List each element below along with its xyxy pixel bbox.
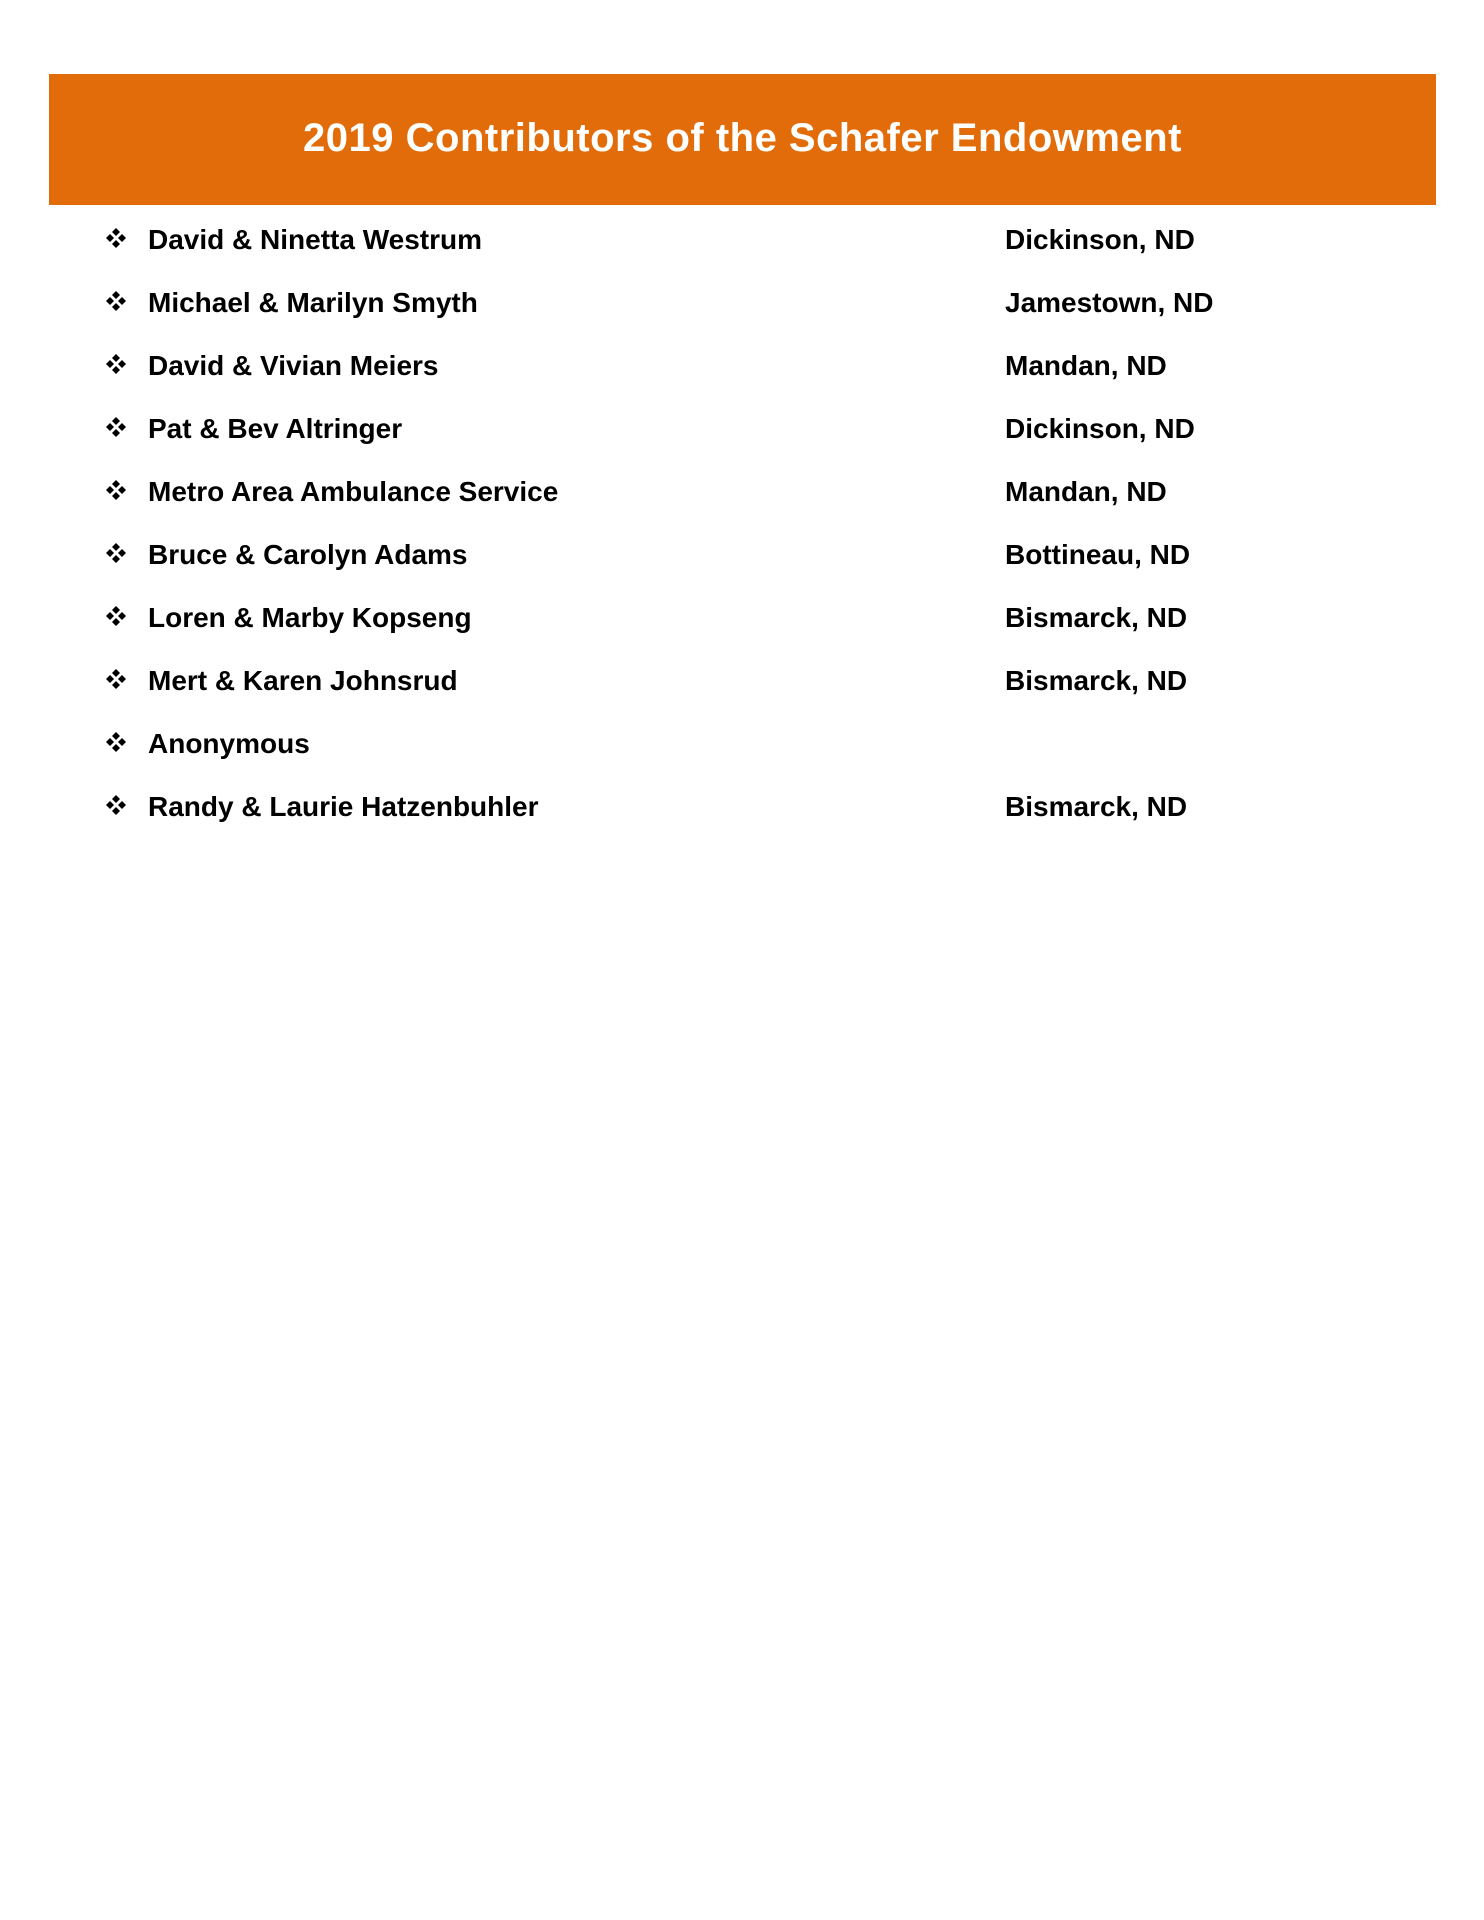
contributor-name: Anonymous (148, 728, 310, 759)
four-diamond-bullet-icon (104, 352, 128, 376)
contributor-location: Bismarck, ND (1005, 791, 1188, 822)
four-diamond-bullet-icon (104, 289, 128, 313)
four-diamond-bullet-icon (104, 478, 128, 502)
list-item (104, 282, 1404, 345)
contributor-name: Randy & Laurie Hatzenbuhler (148, 791, 539, 822)
contributor-location: Mandan, ND (1005, 350, 1167, 381)
list-item (104, 471, 1404, 534)
list-item (104, 534, 1404, 597)
list-item (104, 345, 1404, 408)
contributor-name: David & Vivian Meiers (148, 350, 439, 381)
four-diamond-bullet-icon (104, 730, 128, 754)
contributor-list (104, 219, 1404, 849)
list-item (104, 660, 1404, 723)
contributor-name: Loren & Marby Kopseng (148, 602, 472, 633)
contributor-name: Mert & Karen Johnsrud (148, 665, 458, 696)
title-banner (49, 74, 1436, 205)
contributor-location: Jamestown, ND (1005, 287, 1214, 318)
contributor-location: Dickinson, ND (1005, 413, 1195, 444)
contributor-location: Mandan, ND (1005, 476, 1167, 507)
four-diamond-bullet-icon (104, 226, 128, 250)
contributor-location: Dickinson, ND (1005, 224, 1195, 255)
list-item (104, 597, 1404, 660)
list-item (104, 723, 1404, 786)
page-title: 2019 Contributors of the Schafer Endowment (303, 116, 1182, 160)
contributor-name: Pat & Bev Altringer (148, 413, 403, 444)
contributor-location: Bottineau, ND (1005, 539, 1191, 570)
list-item (104, 408, 1404, 471)
four-diamond-bullet-icon (104, 604, 128, 628)
contributor-name: Michael & Marilyn Smyth (148, 287, 478, 318)
four-diamond-bullet-icon (104, 541, 128, 565)
list-item (104, 786, 1404, 849)
contributor-location: Bismarck, ND (1005, 665, 1188, 696)
contributor-name: Metro Area Ambulance Service (148, 476, 559, 507)
list-item (104, 219, 1404, 282)
contributor-name: Bruce & Carolyn Adams (148, 539, 468, 570)
four-diamond-bullet-icon (104, 793, 128, 817)
contributor-name: David & Ninetta Westrum (148, 224, 482, 255)
contributor-location: Bismarck, ND (1005, 602, 1188, 633)
four-diamond-bullet-icon (104, 667, 128, 691)
four-diamond-bullet-icon (104, 415, 128, 439)
